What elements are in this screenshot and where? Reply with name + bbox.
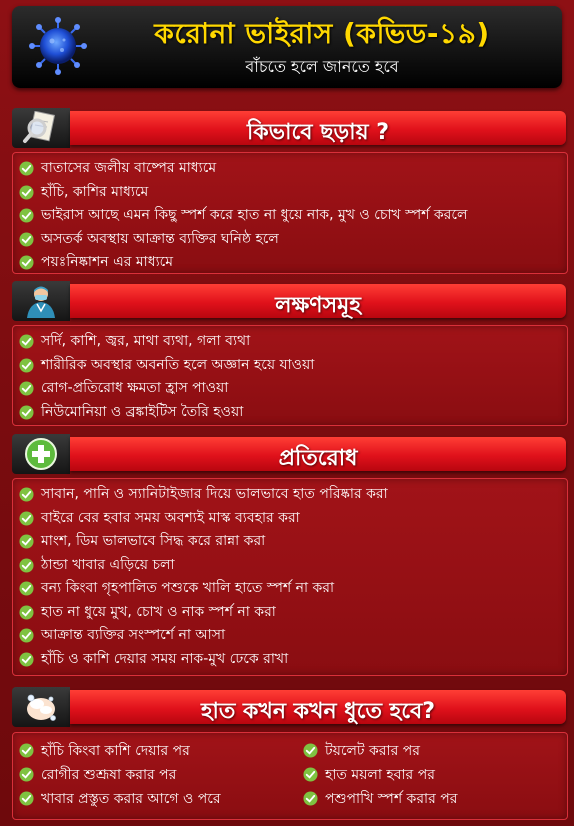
section-title-prevention: প্রতিরোধ [278, 446, 358, 471]
list-item-text: হাঁচি, কাশির মাধ্যমে [41, 183, 149, 200]
section-title-bar [70, 690, 566, 724]
list-item [19, 354, 567, 378]
list-item [19, 330, 567, 354]
handwash-left-list [19, 739, 299, 811]
section-header-handwash [12, 687, 566, 727]
list-item [19, 507, 567, 531]
list-item [19, 228, 567, 252]
check-icon [19, 558, 34, 573]
list-item-text: টয়লেট করার পর [325, 743, 420, 759]
list-item-text: ভাইরাস আছে এমন কিছু স্পর্শ করে হাত না ধুয়ে নাক, মুখ ও চোখ স্পর্শ করলে [41, 207, 468, 223]
list-item [19, 251, 567, 275]
page-subtitle: বাঁচতে হলে জানতে হবে [245, 57, 399, 76]
list-item-text: নিউমোনিয়া ও ব্রঙ্কাইটিস তৈরি হওয়া [41, 403, 244, 420]
handwash-right-list [303, 739, 563, 811]
section-icon-box [12, 281, 70, 321]
list-item [19, 648, 567, 672]
check-icon [19, 255, 34, 270]
list-item-text: খাবার প্রস্তুত করার আগে ও পরে [41, 791, 221, 807]
spread-panel [12, 152, 568, 274]
section-header-spread [12, 108, 566, 148]
check-icon [303, 791, 318, 806]
list-item [19, 554, 567, 578]
section-title-spread: কিভাবে ছড়ায় ? [247, 120, 389, 145]
list-item-text: মাংশ, ডিম ভালভাবে সিদ্ধ করে রান্না করা [41, 533, 266, 549]
check-icon [19, 605, 34, 620]
list-item-text: শারীরিক অবস্থার অবনতি হলে অজ্ঞান হয়ে যাওয়া [41, 356, 315, 373]
magnifier-document-icon [22, 111, 60, 145]
list-item-text: পয়ঃনিষ্কাশন এর মাধ্যমে [41, 254, 174, 270]
list-item-text: রোগীর শুশ্রূষা করার পর [41, 767, 177, 783]
list-item-text: রোগ-প্রতিরোধ ক্ষমতা হ্রাস পাওয়া [41, 380, 229, 396]
prevention-list [13, 479, 567, 671]
check-icon [19, 358, 34, 373]
list-item [19, 787, 299, 811]
list-item [19, 739, 299, 763]
check-icon [19, 405, 34, 420]
list-item [19, 181, 567, 205]
list-item [19, 763, 299, 787]
list-item-text: পশুপাখি স্পর্শ করার পর [325, 791, 458, 807]
section-icon-box [12, 687, 70, 727]
list-item [303, 739, 563, 763]
check-icon [19, 381, 34, 396]
list-item [19, 601, 567, 625]
list-item [19, 483, 567, 507]
list-item-text: সর্দি, কাশি, জ্বর, মাথা ব্যথা, গলা ব্যথা [41, 333, 251, 349]
list-item-text: ঠান্ডা খাবার এড়িয়ে চলা [41, 556, 175, 573]
list-item-text: হাঁচি কিংবা কাশি দেয়ার পর [41, 743, 190, 759]
section-icon-box [12, 108, 70, 148]
list-item-text: বাতাসের জলীয় বাষ্পের মাধ্যমে [41, 160, 217, 176]
check-icon [303, 767, 318, 782]
section-title-symptoms: লক্ষণসমূহ [275, 293, 361, 318]
list-item [19, 401, 567, 425]
check-icon [19, 161, 34, 176]
list-item [303, 787, 563, 811]
section-title-bar [70, 284, 566, 318]
list-item-text: হাঁচি ও কাশি দেয়ার সময় নাক-মুখ ঢেকে রাখা [41, 650, 289, 667]
header-banner [12, 6, 562, 88]
prevention-panel [12, 478, 568, 676]
check-icon [19, 534, 34, 549]
list-item-text: হাত ময়লা হবার পর [325, 767, 435, 783]
spread-list [13, 153, 567, 275]
doctor-icon [22, 284, 60, 318]
page-title: করোনা ভাইরাস (কভিড-১৯) [154, 17, 490, 50]
list-item-text: অসতর্ক অবস্থায় আক্রান্ত ব্যক্তির ঘনিষ্ঠ হলে [41, 230, 279, 247]
check-icon [19, 767, 34, 782]
list-item [19, 377, 567, 401]
hand-washing-icon [22, 690, 60, 724]
virus-icon [28, 16, 88, 76]
list-item-text: বাইরে বের হবার সময় অবশ্যই মাস্ক ব্যবহার করা [41, 509, 300, 526]
section-title-handwash: হাত কখন কখন ধুতে হবে? [200, 699, 436, 724]
check-icon [19, 511, 34, 526]
handwash-panel [12, 732, 568, 820]
check-icon [19, 791, 34, 806]
list-item-text: হাত না ধুয়ে মুখ, চোখ ও নাক স্পর্শ না করা [41, 603, 276, 620]
check-icon [19, 208, 34, 223]
medical-cross-icon [22, 437, 60, 471]
check-icon [19, 334, 34, 349]
list-item [19, 530, 567, 554]
check-icon [19, 487, 34, 502]
section-title-bar [70, 111, 566, 145]
list-item [19, 577, 567, 601]
check-icon [19, 232, 34, 247]
list-item-text: বন্য কিংবা গৃহপালিত পশুকে খালি হাতে স্পর্শ না করা [41, 580, 335, 596]
list-item [19, 157, 567, 181]
list-item [19, 204, 567, 228]
list-item-text: আক্রান্ত ব্যক্তির সংস্পর্শে না আসা [41, 627, 225, 643]
check-icon [19, 743, 34, 758]
list-item-text: সাবান, পানি ও স্যানিটাইজার দিয়ে ভালভাবে হাত পরিষ্কার করা [41, 486, 388, 502]
check-icon [303, 743, 318, 758]
section-header-prevention [12, 434, 566, 474]
list-item [19, 624, 567, 648]
check-icon [19, 628, 34, 643]
check-icon [19, 185, 34, 200]
section-icon-box [12, 434, 70, 474]
check-icon [19, 652, 34, 667]
list-item [303, 763, 563, 787]
section-title-bar [70, 437, 566, 471]
symptoms-panel [12, 325, 568, 426]
check-icon [19, 581, 34, 596]
symptoms-list [13, 326, 567, 424]
section-header-symptoms [12, 281, 566, 321]
